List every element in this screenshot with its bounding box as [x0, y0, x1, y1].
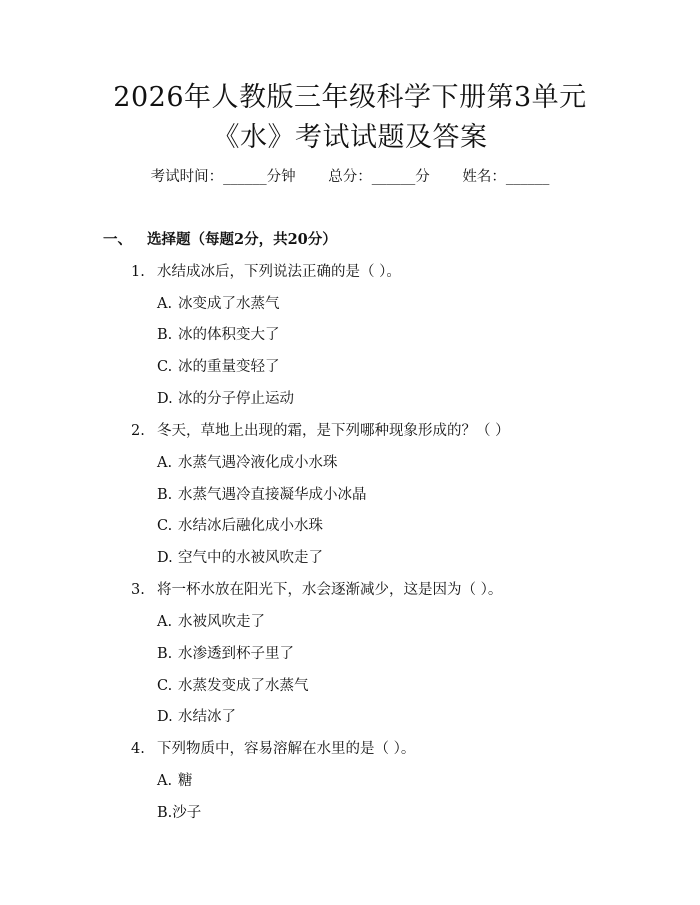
option-letter: A.	[157, 455, 173, 471]
option-letter: C.	[157, 359, 173, 375]
section-number: 一、	[103, 231, 132, 248]
exam-time-label: 考试时间：	[150, 169, 224, 185]
question-3-option-b	[157, 647, 294, 662]
option-text: 水蒸发变成了水蒸气	[178, 678, 309, 694]
exam-title-line-1: 2026年人教版三年级科学下册第3单元	[113, 82, 587, 113]
question-number: 4.	[131, 741, 145, 757]
exam-time-field	[151, 169, 301, 185]
question-4	[131, 742, 415, 757]
section-title: 选择题（每题2分，共20分）	[147, 231, 337, 248]
option-letter: D.	[157, 709, 173, 725]
question-2	[131, 424, 510, 439]
question-1-option-c	[157, 360, 280, 375]
option-letter: A.	[157, 773, 173, 789]
total-score-unit: 分	[415, 169, 430, 185]
question-2-option-b	[157, 488, 367, 503]
section-heading	[103, 233, 337, 248]
question-1-option-d	[157, 392, 294, 407]
question-4-option-a	[157, 774, 193, 789]
option-letter: B.	[157, 487, 173, 503]
option-text: 沙子	[172, 805, 202, 821]
question-1	[131, 265, 401, 280]
option-text: 糖	[178, 773, 193, 789]
option-text: 冰的体积变大了	[178, 327, 280, 343]
question-3-option-d	[157, 710, 236, 725]
student-name-label: 姓名：	[462, 169, 506, 185]
question-number: 3.	[131, 582, 145, 598]
option-text: 空气中的水被风吹走了	[178, 550, 323, 566]
question-3-option-a	[157, 615, 265, 630]
question-3-option-c	[157, 679, 309, 694]
option-text: 水蒸气遇冷液化成小水珠	[178, 455, 338, 471]
question-text: 将一杯水放在阳光下，水会逐渐减少，这是因为（ ）。	[157, 582, 503, 598]
option-letter: C.	[157, 678, 173, 694]
question-number: 2.	[131, 423, 145, 439]
question-text: 水结成冰后，下列说法正确的是（ ）。	[157, 264, 401, 280]
exam-time-unit: 分钟	[266, 169, 296, 185]
question-2-option-a	[157, 456, 338, 471]
option-text: 冰的分子停止运动	[178, 391, 294, 407]
exam-title-line-2: 《水》考试试题及答案	[212, 122, 488, 153]
exam-time-blank: ______	[223, 169, 267, 185]
question-1-option-a	[157, 297, 280, 312]
student-name-field	[462, 169, 549, 185]
option-letter: B.	[157, 805, 173, 821]
question-number: 1.	[131, 264, 145, 280]
option-text: 水渗透到杯子里了	[178, 646, 294, 662]
option-letter: C.	[157, 518, 173, 534]
option-text: 冰的重量变轻了	[178, 359, 280, 375]
question-4-option-b	[157, 806, 201, 821]
option-letter: A.	[157, 614, 173, 630]
option-letter: D.	[157, 550, 173, 566]
total-score-label: 总分：	[328, 169, 372, 185]
option-letter: D.	[157, 391, 173, 407]
student-name-blank: ______	[505, 169, 550, 185]
question-text: 冬天，草地上出现的霜，是下列哪种现象形成的？（ ）	[157, 423, 510, 439]
option-text: 水蒸气遇冷直接凝华成小冰晶	[178, 487, 367, 503]
question-text: 下列物质中，容易溶解在水里的是（ ）。	[157, 741, 416, 757]
question-2-option-d	[157, 551, 323, 566]
option-letter: B.	[157, 646, 173, 662]
option-text: 水结冰了	[178, 709, 236, 725]
option-letter: B.	[157, 327, 173, 343]
question-3	[131, 583, 502, 598]
option-text: 冰变成了水蒸气	[178, 296, 280, 312]
option-text: 水被风吹走了	[178, 614, 265, 630]
option-text: 水结冰后融化成小水珠	[178, 518, 323, 534]
total-score-field	[328, 169, 434, 185]
question-1-option-b	[157, 328, 280, 343]
total-score-blank: ______	[371, 169, 416, 185]
option-letter: A.	[157, 296, 173, 312]
exam-info-row	[0, 170, 700, 185]
question-2-option-c	[157, 519, 323, 534]
